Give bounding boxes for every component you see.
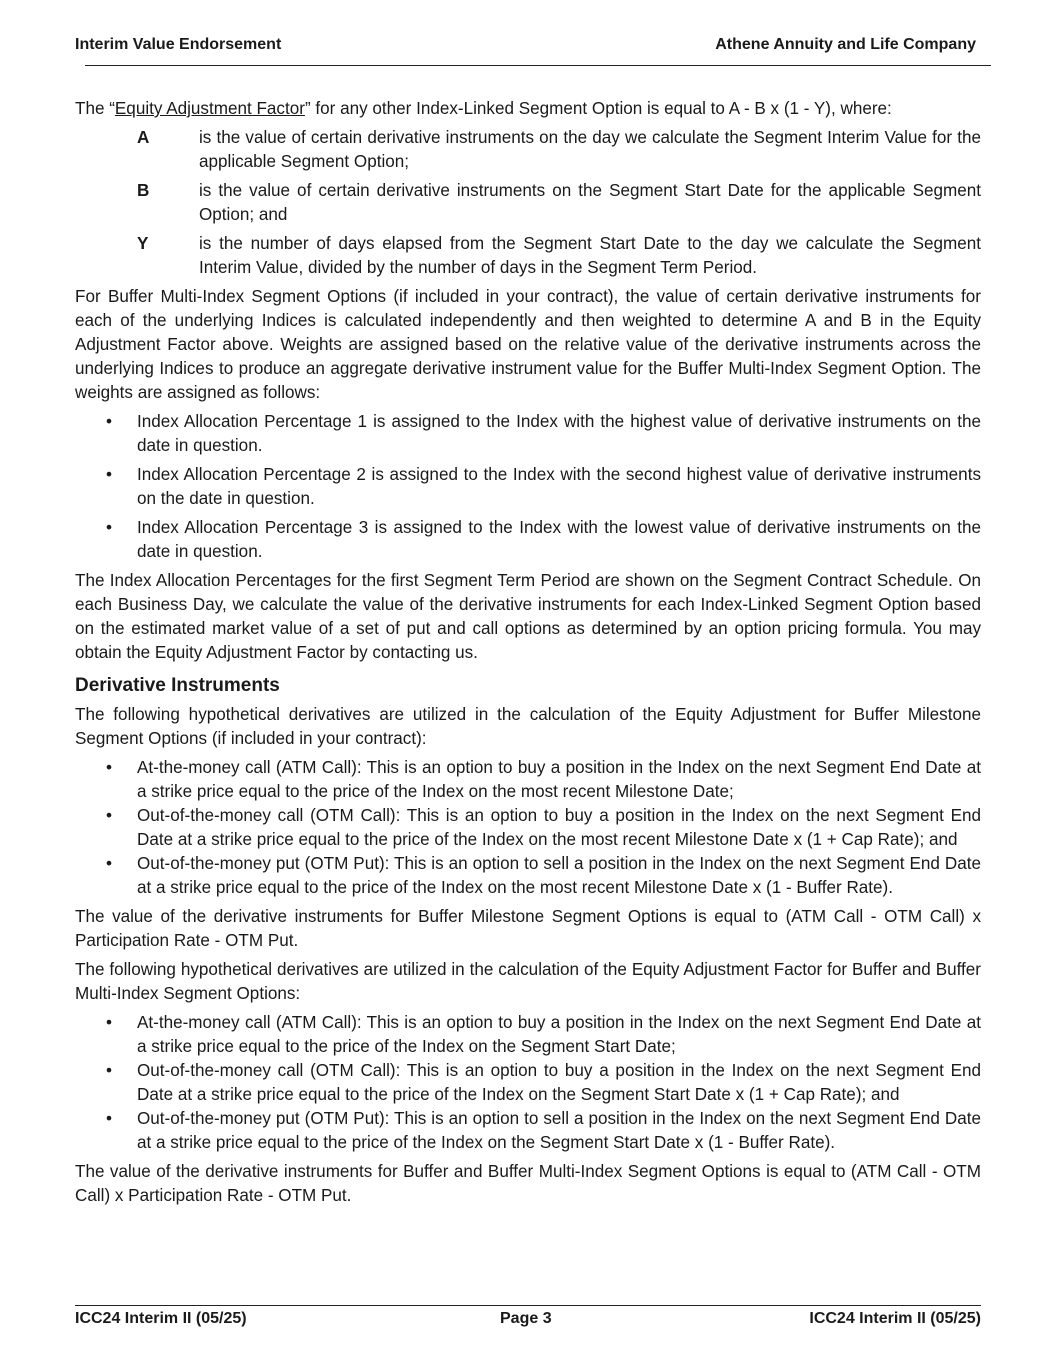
formula-definitions bbox=[75, 126, 981, 280]
definition-y bbox=[75, 232, 981, 280]
definition-text: is the value of certain derivative instruments on the Segment Start Date for the applicable Segment Option; and bbox=[199, 181, 981, 224]
definition-key: A bbox=[137, 128, 150, 147]
section-heading: Derivative Instruments bbox=[75, 675, 280, 696]
definition-text: is the number of days elapsed from the Segment Start Date to the day we calculate the Segment Interim Value, divided by the number of days in the Segment Term Period. bbox=[199, 234, 981, 277]
definition-key: Y bbox=[137, 234, 149, 253]
definition-b bbox=[75, 179, 981, 227]
definition-key: B bbox=[137, 181, 150, 200]
definition-a bbox=[75, 126, 981, 174]
list-item: • Out-of-the-money put (OTM Put): This is an option to sell a position in the Index on the next Segment End Date at a strike price equal to the price of the Index on the Segment Start Date x (1 - Buffer Rate). bbox=[75, 1107, 981, 1155]
list-item: • Out-of-the-money call (OTM Call): This is an option to buy a position in the Index on the next Segment End Date at a strike price equal to the price of the Index on the most recent Milestone Date x (1 + Cap Rate); and bbox=[75, 804, 981, 852]
list-item: • Index Allocation Percentage 2 is assigned to the Index with the second highest value of derivative instruments on the date in question. bbox=[75, 463, 981, 511]
buffer-intro-paragraph: The following hypothetical derivatives are utilized in the calculation of the Equity Adjustment Factor for Buffer and Buffer Multi-Index Segment Options: bbox=[75, 960, 981, 1003]
definition-text: is the value of certain derivative instruments on the day we calculate the Segment Interim Value for the applicable Segment Option; bbox=[199, 128, 981, 171]
footer-form-number-left: ICC24 Interim II (05/25) bbox=[75, 1310, 247, 1327]
footer-divider bbox=[75, 1305, 981, 1306]
list-item: • Out-of-the-money call (OTM Call): This is an option to buy a position in the Index on the next Segment End Date at a strike price equal to the price of the Index on the Segment Start Date x (1 + Cap Rate); and bbox=[75, 1059, 981, 1107]
buffer-derivatives-list bbox=[75, 1011, 981, 1155]
footer-form-number-right: ICC24 Interim II (05/25) bbox=[809, 1310, 981, 1327]
list-item: • At-the-money call (ATM Call): This is an option to buy a position in the Index on the next Segment End Date at a strike price equal to the price of the Index on the most recent Milestone Date; bbox=[75, 756, 981, 804]
intro-paragraph bbox=[75, 97, 981, 121]
milestone-intro-paragraph: The following hypothetical derivatives are utilized in the calculation of the Equity Adjustment for Buffer Milestone Segment Options (if included in your contract): bbox=[75, 705, 981, 748]
milestone-derivatives-list bbox=[75, 756, 981, 900]
weights-list bbox=[75, 410, 981, 564]
page-body bbox=[75, 97, 981, 1213]
equity-adjustment-factor-term: Equity Adjustment Factor bbox=[114, 99, 305, 118]
header-divider bbox=[85, 65, 991, 66]
milestone-value-paragraph: The value of the derivative instruments for Buffer Milestone Segment Options is equal to (ATM Call - OTM Call) x Participation Rate - OTM Put. bbox=[75, 907, 981, 950]
intro-post: ” for any other Index-Linked Segment Option is equal to A - B x (1 - Y), where: bbox=[304, 99, 892, 118]
list-item: • At-the-money call (ATM Call): This is an option to buy a position in the Index on the next Segment End Date at a strike price equal to the price of the Index on the Segment Start Date; bbox=[75, 1011, 981, 1059]
page-header bbox=[75, 36, 976, 56]
list-item: • Index Allocation Percentage 1 is assigned to the Index with the highest value of derivative instruments on the date in question. bbox=[75, 410, 981, 458]
header-company-name: Athene Annuity and Life Company bbox=[715, 36, 976, 53]
header-document-title: Interim Value Endorsement bbox=[75, 36, 282, 53]
page-footer bbox=[75, 1310, 981, 1330]
allocation-paragraph: The Index Allocation Percentages for the first Segment Term Period are shown on the Segment Contract Schedule. On each Business Day, we calculate the value of the derivative instruments for each Index-Linked Segment Option based on the estimated market value of a set of put and call options as determined by an option pricing formula. You may obtain the Equity Adjustment Factor by contacting us. bbox=[75, 571, 981, 662]
intro-pre: The “ bbox=[75, 99, 115, 118]
page-number: Page 3 bbox=[500, 1310, 552, 1327]
list-item: • Index Allocation Percentage 3 is assigned to the Index with the lowest value of derivative instruments on the date in question. bbox=[75, 516, 981, 564]
multi-index-paragraph: For Buffer Multi-Index Segment Options (if included in your contract), the value of certain derivative instruments for each of the underlying Indices is calculated independently and then weighted to determine A and B in the Equity Adjustment Factor above. Weights are assigned based on the relative value of the derivative instruments across the underlying Indices to produce an aggregate derivative instrument value for the Buffer Multi-Index Segment Option. The weights are assigned as follows: bbox=[75, 287, 981, 402]
list-item: • Out-of-the-money put (OTM Put): This is an option to sell a position in the Index on the next Segment End Date at a strike price equal to the price of the Index on the most recent Milestone Date x (1 - Buffer Rate). bbox=[75, 852, 981, 900]
buffer-value-paragraph: The value of the derivative instruments for Buffer and Buffer Multi-Index Segment Options is equal to (ATM Call - OTM Call) x Participation Rate - OTM Put. bbox=[75, 1162, 981, 1205]
